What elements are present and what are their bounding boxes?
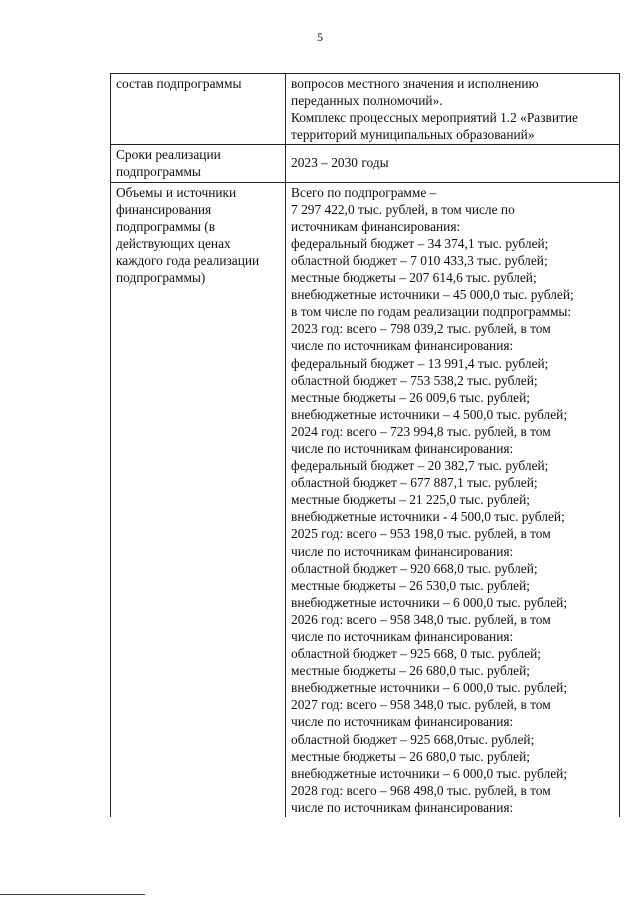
row-content-line: внебюджетные источники – 4 500,0 тыс. рублей; <box>291 406 568 422</box>
row-content-line: областной бюджет – 7 010 433,3 тыс. рублей; <box>291 252 548 268</box>
row-content-line: областной бюджет – 920 668,0 тыс. рублей; <box>291 560 538 576</box>
row-content-line: 2026 год: всего – 958 348,0 тыс. рублей, в том <box>291 611 551 627</box>
table-row-funding <box>111 182 620 817</box>
row-content-cell <box>286 182 620 817</box>
row-content-line: местные бюджеты – 26 680,0 тыс. рублей; <box>291 748 530 764</box>
row-label-cell <box>111 182 286 817</box>
row-content-line: территорий муниципальных образований» <box>291 127 535 143</box>
row-content-line: федеральный бюджет – 20 382,7 тыс. рублей; <box>291 458 549 474</box>
row-content-line: внебюджетные источники – 6 000,0 тыс. рублей; <box>291 680 568 696</box>
row-content-line: внебюджетные источники – 6 000,0 тыс. рублей; <box>291 765 568 781</box>
row-label-line: действующих ценах <box>116 235 231 251</box>
table-row-composition <box>111 74 620 145</box>
row-content-line: местные бюджеты – 26 530,0 тыс. рублей; <box>291 577 530 593</box>
row-content-line: местные бюджеты – 21 225,0 тыс. рублей; <box>291 492 530 508</box>
row-label-line: каждого года реализации <box>116 252 260 268</box>
row-label-line: Сроки реализации <box>116 147 221 163</box>
row-content-line: 2025 год: всего – 953 198,0 тыс. рублей, в том <box>291 526 551 542</box>
row-content-line: числе по источникам финансирования: <box>291 629 514 644</box>
page-number: 5 <box>317 30 323 44</box>
row-content-line: числе по источникам финансирования: <box>291 799 514 815</box>
row-content-line: 2023 – 2030 годы <box>291 155 389 171</box>
row-label-line: состав подпрограммы <box>116 76 242 91</box>
row-content-line: областной бюджет – 753 538,2 тыс. рублей; <box>291 372 538 388</box>
row-content-line: Комплекс процессных мероприятий 1.2 «Развитие <box>291 110 578 126</box>
subprogram-passport-table <box>110 73 620 817</box>
row-label-line: подпрограммы (в <box>116 218 216 234</box>
row-content-line: числе по источникам финансирования: <box>291 543 514 559</box>
row-content-line: внебюджетные источники – 6 000,0 тыс. рублей; <box>291 594 568 610</box>
row-label-cell <box>111 74 286 145</box>
row-content-line: переданных полномочий». <box>291 93 443 109</box>
row-content-line: федеральный бюджет – 34 374,1 тыс. рублей; <box>291 235 549 251</box>
row-content-line: источникам финансирования: <box>291 218 461 234</box>
row-content-line: местные бюджеты – 26 009,6 тыс. рублей; <box>291 389 530 405</box>
row-content-line: числе по источникам финансирования: <box>291 338 514 354</box>
row-content-line: вопросов местного значения и исполнению <box>291 76 539 91</box>
row-content-line: в том числе по годам реализации подпрограммы: <box>291 304 572 320</box>
row-content-line: 7 297 422,0 тыс. рублей, в том числе по <box>291 201 515 217</box>
row-content-line: 2028 год: всего – 968 498,0 тыс. рублей, в том <box>291 782 551 798</box>
table-row-timeline <box>111 145 620 182</box>
row-content-line: внебюджетные источники – 45 000,0 тыс. рублей; <box>291 287 574 303</box>
row-content-line: числе по источникам финансирования: <box>291 714 514 730</box>
row-content-line: федеральный бюджет – 13 991,4 тыс. рублей; <box>291 355 549 371</box>
row-content-line: областной бюджет – 925 668,0тыс. рублей; <box>291 731 535 747</box>
row-content-line: местные бюджеты – 26 680,0 тыс. рублей; <box>291 663 530 679</box>
row-content-cell <box>286 74 620 145</box>
row-content-line: местные бюджеты – 207 614,6 тыс. рублей; <box>291 270 537 286</box>
row-content-line: Всего по подпрограмме – <box>291 184 437 200</box>
row-content-cell <box>286 145 620 182</box>
footer-rule <box>0 894 145 895</box>
row-content-line: 2027 год: всего – 958 348,0 тыс. рублей, в том <box>291 697 551 713</box>
row-label-cell <box>111 145 286 182</box>
row-content-line: 2024 год: всего – 723 994,8 тыс. рублей, в том <box>291 423 551 439</box>
row-label-line: подпрограммы) <box>116 270 206 286</box>
row-label-line: Объемы и источники <box>116 184 237 200</box>
row-content-line: 2023 год: всего – 798 039,2 тыс. рублей, в том <box>291 321 551 337</box>
row-label-line: финансирования <box>116 201 212 217</box>
row-content-line: числе по источникам финансирования: <box>291 440 514 456</box>
row-content-line: областной бюджет – 677 887,1 тыс. рублей; <box>291 475 538 491</box>
row-content-line: областной бюджет – 925 668, 0 тыс. рублей; <box>291 646 541 662</box>
row-content-line: внебюджетные источники - 4 500,0 тыс. рублей; <box>291 509 565 525</box>
row-label-line: подпрограммы <box>116 164 201 180</box>
